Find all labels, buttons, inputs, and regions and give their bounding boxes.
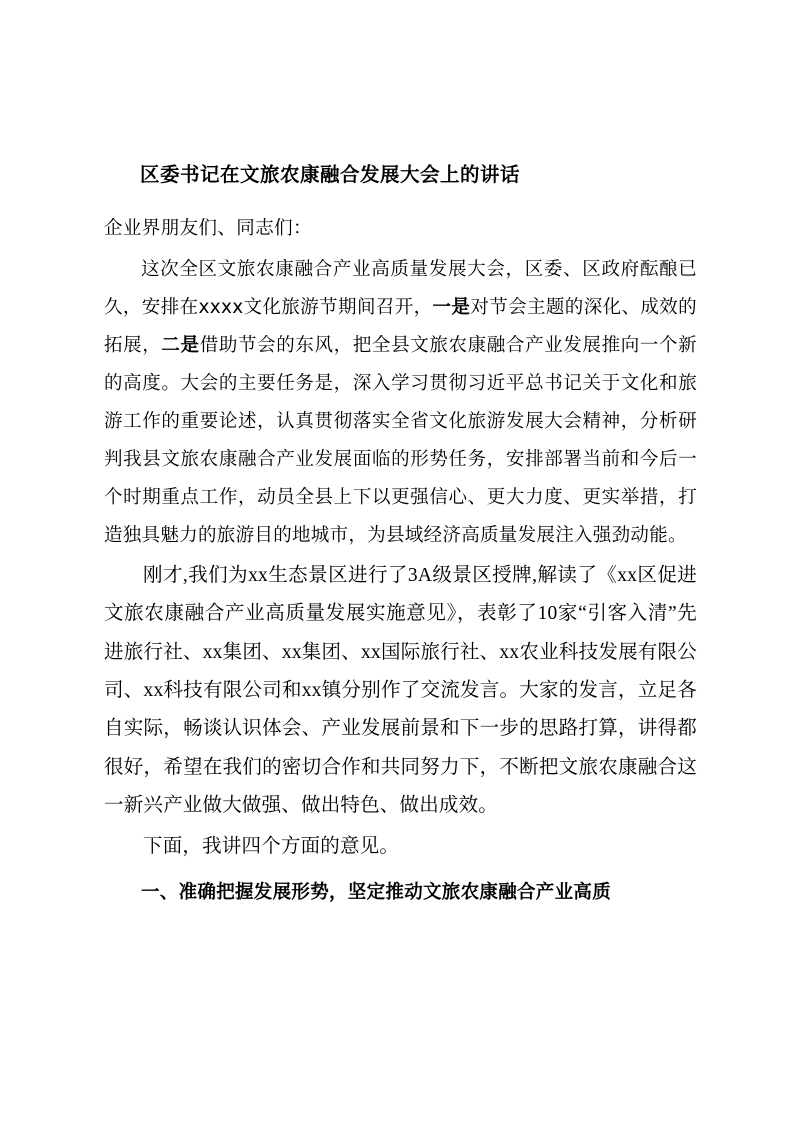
section-heading-1: 一、准确把握发展形势，坚定推动文旅农康融合产业高质 — [141, 881, 612, 903]
paragraph-1-bold-b: 一是 — [432, 297, 471, 319]
paragraph-1 — [104, 251, 697, 554]
paragraph-1-segment-a: 这次全区文旅农康融合产业高质量发展大会，区委、区政府酝酿已久，安排在xxxx文化旅游节期间召开， — [104, 259, 697, 319]
page-title: 区委书记在文旅农康融合发展大会上的讲话 — [140, 163, 521, 186]
paragraph-1-segment-e: 借助节会的东风，把全县文旅农康融合产业发展推向一个新的高度。大会的主要任务是，深入学习贯彻习近平总书记关于文化和旅游工作的重要论述，认真贯彻落实全省文化旅游发展大会精神，分析研判我县文旅农康融合产业发展面临的形势任务，安排部署当前和今后一个时期重点工作，动员全县上下以更强信心、更大力度、更实举措，打造独具魅力的旅游目的地城市，为县域经济高质量发展注入强劲动能。 — [104, 335, 697, 546]
paragraph-3: 下面，我讲四个方面的意见。 — [143, 835, 400, 857]
salutation: 企业界朋友们、同志们： — [104, 218, 312, 240]
paragraph-2: 刚才,我们为xx生态景区进行了3A级景区授牌,解读了《xx区促进文旅农康融合产业高质量发展实施意见》，表彰了10家“引客入清”先进旅行社、xx集团、xx集团、xx国际旅行社、xx农业科技发展有限公司、xx科技有限公司和xx镇分别作了交流发言。大家的发言，立足各自实际，畅谈认识体会、产业发展前景和下一步的思路打算，讲得都很好，希望在我们的密切合作和共同努力下，不断把文旅农康融合这一新兴产业做大做强、做出特色、做出成效。 — [104, 564, 697, 817]
paragraph-1-segment-c: 对节会主题的深化、成效的拓展， — [104, 297, 697, 357]
paragraph-1-bold-d: 二是 — [161, 335, 200, 357]
